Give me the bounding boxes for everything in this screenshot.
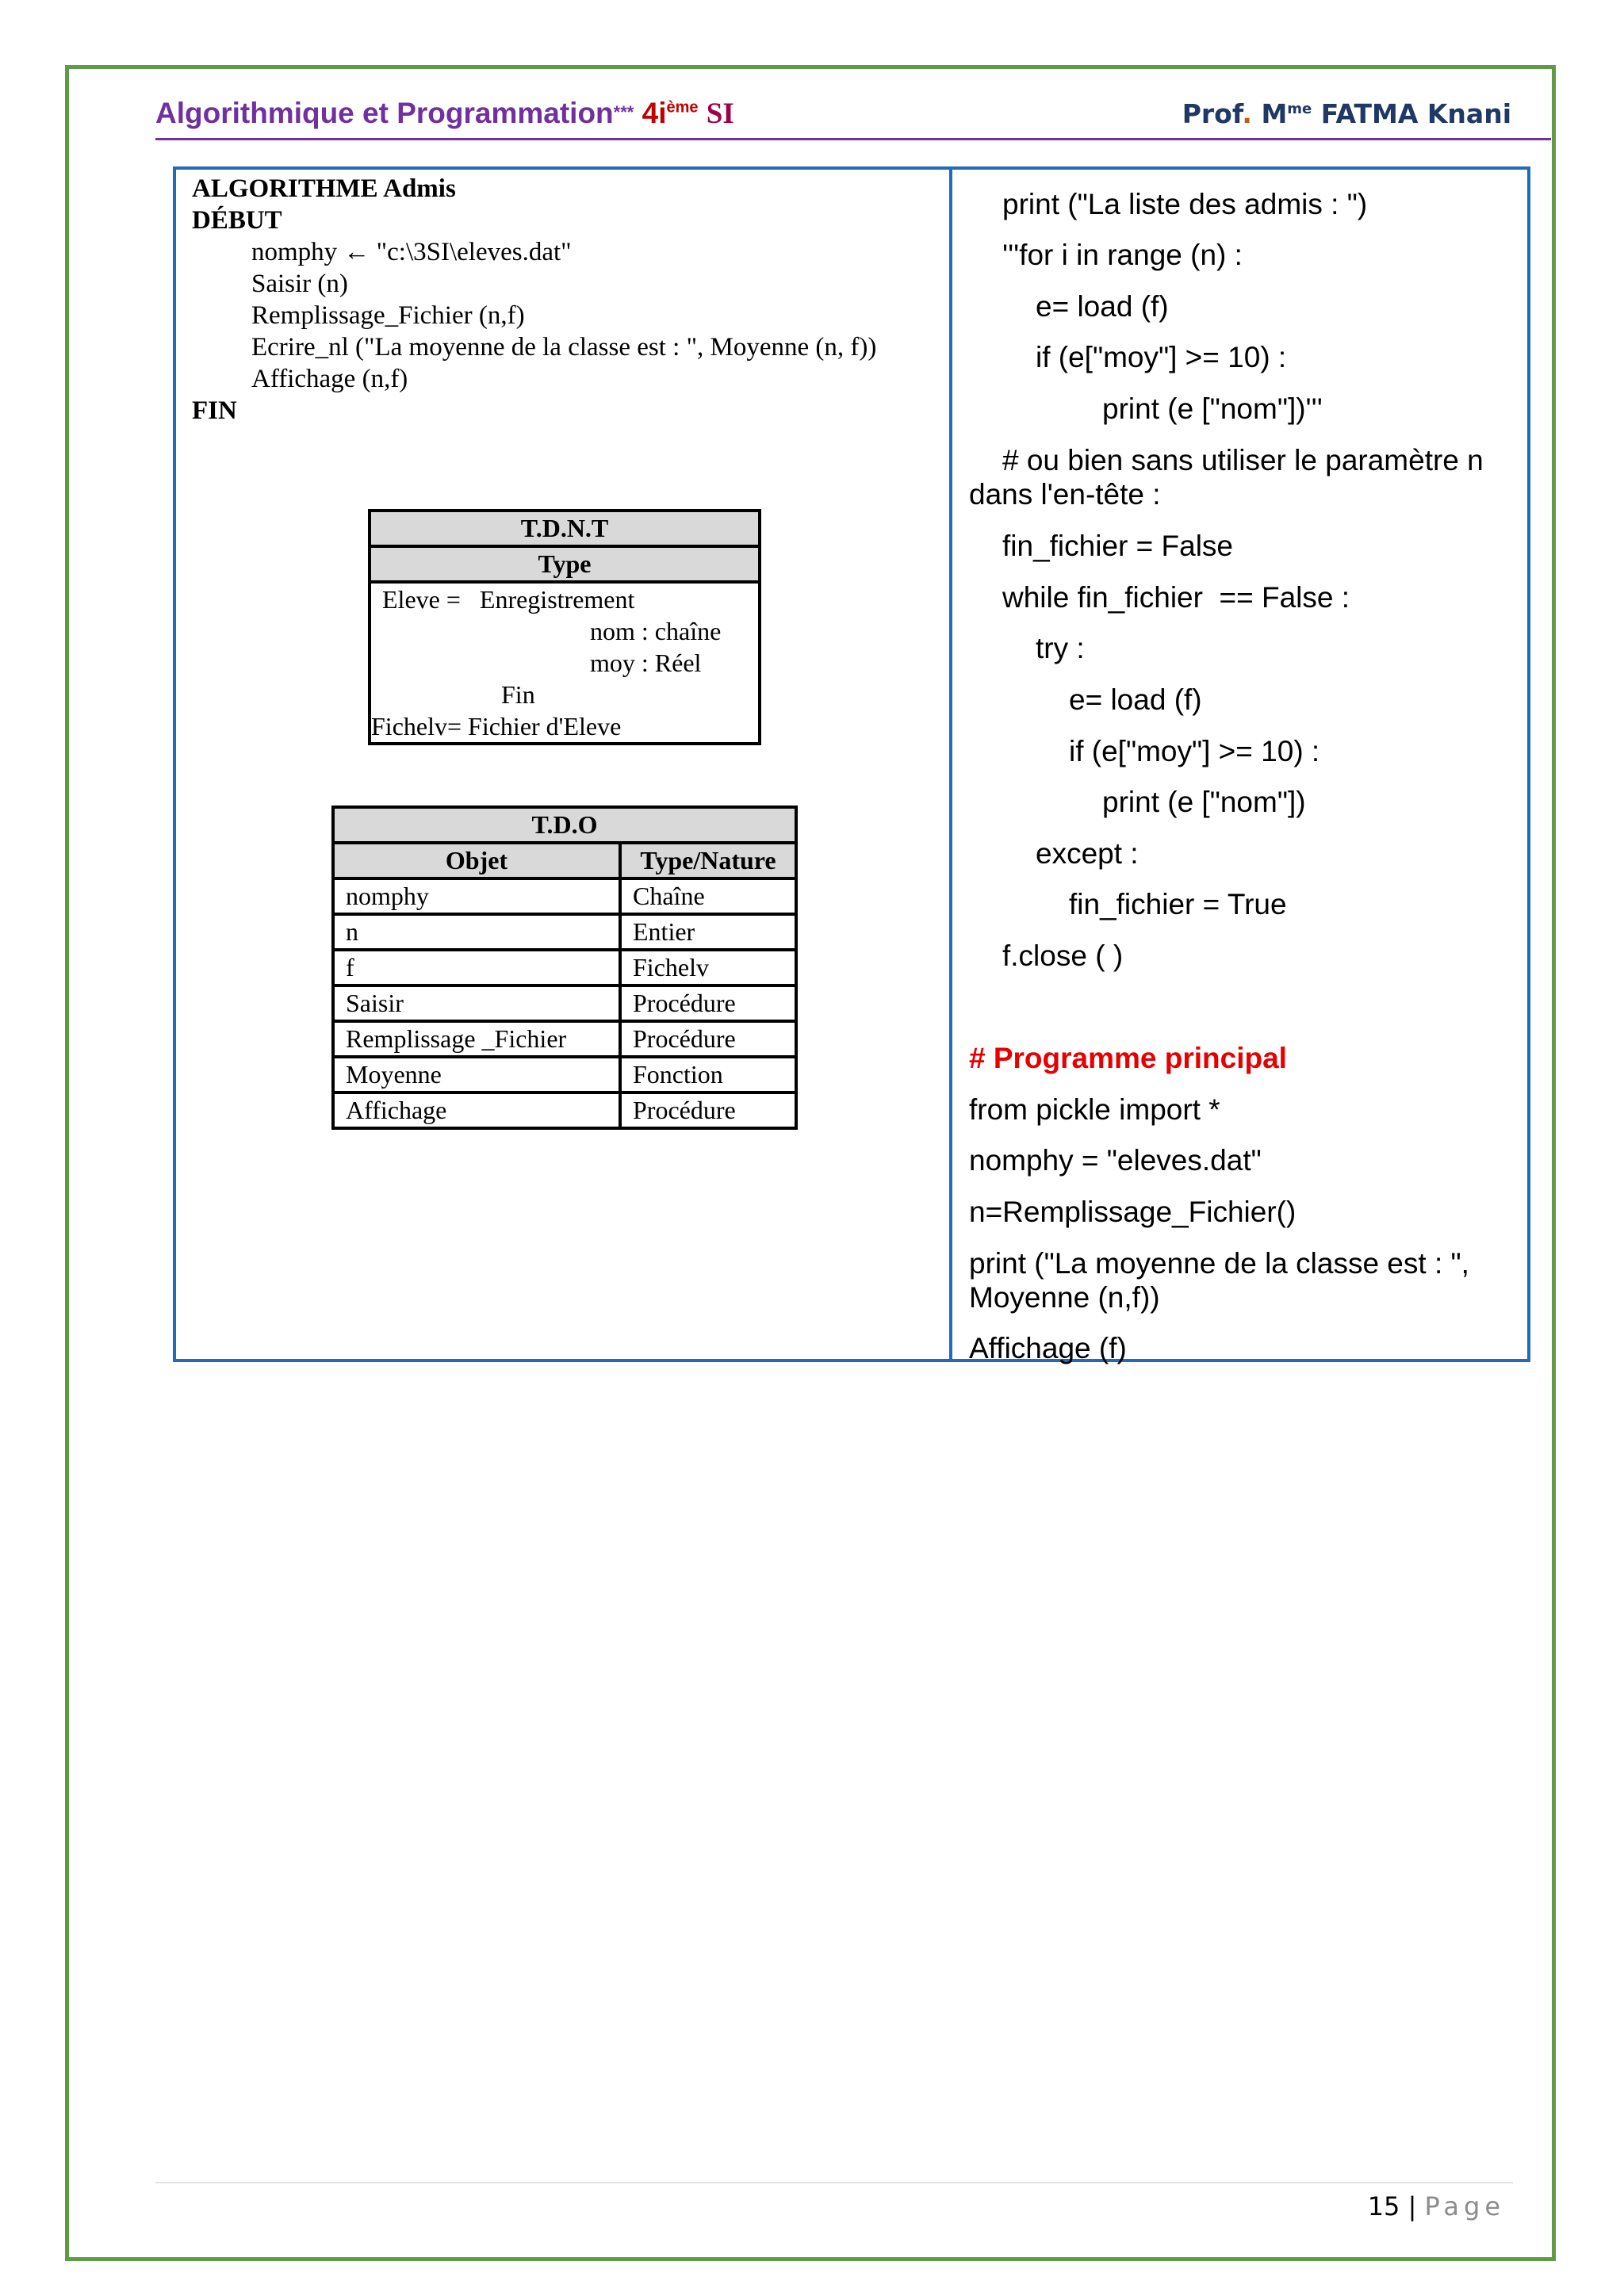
column-divider	[949, 170, 952, 1359]
code-line: from pickle import *	[969, 1093, 1220, 1126]
tdnt-type-value: Enregistrement	[479, 585, 635, 614]
code-line: fin_fichier = True	[1069, 888, 1287, 920]
code-line: while fin_fichier == False :	[1002, 581, 1350, 614]
tdo-cell: Affichage	[333, 1093, 620, 1128]
tdnt-body	[370, 582, 760, 744]
code-line: Moyenne (n,f))	[969, 1281, 1160, 1314]
class-level: $4i^{ème}$	[642, 97, 699, 129]
code-line: n=Remplissage_Fichier()	[969, 1196, 1297, 1228]
class-suffix: SI	[706, 98, 734, 130]
code-line: print ("La liste des admis : ")	[1002, 188, 1368, 220]
code-line: e= load (f)	[1069, 683, 1202, 716]
table-row	[333, 950, 796, 985]
table-row	[333, 1093, 796, 1128]
algorithm-line: Remplissage_Fichier (n,f)	[251, 301, 525, 330]
table-row	[333, 1021, 796, 1057]
tdnt-end: Fin	[501, 680, 535, 709]
header-title	[155, 97, 734, 131]
code-line: f.close ( )	[1002, 939, 1124, 972]
algorithm-line: Saisir (n)	[251, 270, 348, 298]
tdo-cell: Chaîne	[620, 878, 796, 914]
code-line: except :	[1036, 837, 1139, 870]
tdo-column-header: Type/Nature	[620, 843, 796, 878]
tdnt-file-type: Fichelv= Fichier d'Eleve	[371, 712, 622, 740]
tdo-cell: Remplissage _Fichier	[333, 1021, 620, 1057]
tdo-table	[331, 806, 798, 1130]
page-separator: |	[1408, 2191, 1417, 2221]
tdnt-header: Type	[370, 546, 760, 582]
main-program-heading: # Programme principal	[969, 1042, 1287, 1074]
tdo-title: T.D.O	[333, 807, 796, 843]
algorithm-line: Ecrire_nl ("La moyenne de la classe est : ", Moyenne (n, f))	[251, 333, 877, 362]
tdo-cell: Procédure	[620, 1093, 796, 1128]
tdo-cell: Procédure	[620, 1021, 796, 1057]
code-line: if (e["moy"] >= 10) :	[1069, 735, 1320, 767]
code-line: print ("La moyenne de la classe est : ",	[969, 1247, 1469, 1280]
content-frame	[173, 166, 1530, 1362]
footer-divider	[155, 2182, 1513, 2183]
table-row	[333, 914, 796, 950]
tdo-cell: Entier	[620, 914, 796, 950]
course-title: Algorithmique et Programmation	[155, 97, 614, 129]
teacher-name: Prof. $M^{me}$ FATMA Knani	[1182, 98, 1511, 129]
code-line: '''for i in range (n) :	[1002, 239, 1243, 271]
page-number	[1368, 2191, 1505, 2221]
algorithm-block	[192, 173, 876, 427]
tdnt-type-label: Eleve =	[382, 585, 461, 614]
tdo-cell: Fonction	[620, 1057, 796, 1093]
code-line: nomphy = "eleves.dat"	[969, 1144, 1262, 1177]
algorithm-line: Affichage (n,f)	[251, 365, 408, 393]
code-line: e= load (f)	[1036, 290, 1169, 323]
table-row	[333, 1057, 796, 1093]
code-line: Affichage (f)	[969, 1332, 1127, 1364]
code-line: print (e ["nom"])	[1102, 786, 1306, 818]
algorithm-begin: DÉBUT	[192, 206, 282, 235]
page-label: Page	[1424, 2191, 1505, 2221]
code-line: try :	[1036, 632, 1085, 664]
tdo-cell: Fichelv	[620, 950, 796, 985]
tdo-cell: Saisir	[333, 985, 620, 1021]
table-row	[333, 878, 796, 914]
algorithm-end: FIN	[192, 396, 237, 425]
tdo-cell: f	[333, 950, 620, 985]
tdnt-table	[368, 509, 761, 745]
tdo-cell: Moyenne	[333, 1057, 620, 1093]
page-number-value: 15	[1367, 2191, 1400, 2221]
tdo-column-header: Objet	[333, 843, 620, 878]
algorithm-line: nomphy ← "c:\3SI\eleves.dat"	[251, 238, 572, 266]
code-comment: dans l'en-tête :	[969, 478, 1161, 511]
table-row	[333, 985, 796, 1021]
code-comment: # ou bien sans utiliser le paramètre n	[1002, 444, 1484, 476]
tdnt-field: nom : chaîne	[590, 617, 722, 645]
tdnt-field: moy : Réel	[590, 649, 702, 677]
code-line: fin_fichier = False	[1002, 530, 1233, 562]
title-stars: ***	[613, 102, 634, 122]
tdnt-title: T.D.N.T	[370, 511, 760, 546]
tdo-cell: n	[333, 914, 620, 950]
code-line: print (e ["nom"])'''	[1102, 392, 1323, 425]
tdo-cell: Procédure	[620, 985, 796, 1021]
algorithm-title: ALGORITHME Admis	[192, 174, 456, 203]
page-header	[155, 94, 1551, 140]
tdo-cell: nomphy	[333, 878, 620, 914]
code-line: if (e["moy"] >= 10) :	[1036, 341, 1287, 373]
